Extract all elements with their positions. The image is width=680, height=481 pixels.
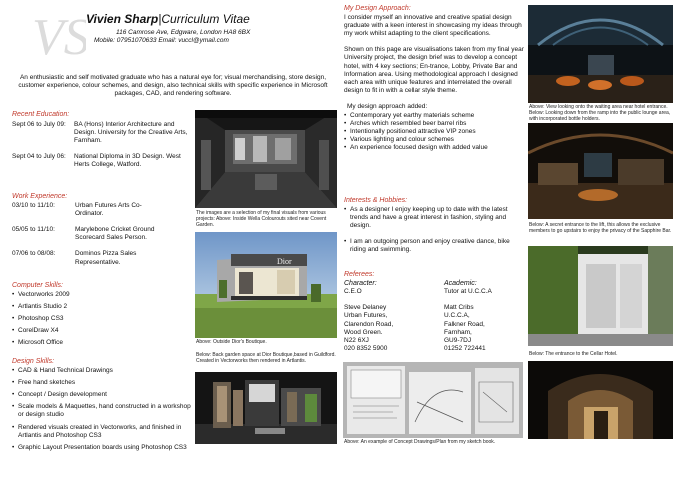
computer-skills-list — [12, 291, 197, 348]
intro-paragraph: An enthusiastic and self motivated graduate who has a natural eye for; visual merchandising, store design, customer experience, colour schemes, and design, also technical skills with specific experience in Microsoft packages, CAD, and rendering software. — [18, 74, 328, 98]
referee-line: N22 6XJ — [344, 337, 369, 345]
education-text: National Diploma in 3D Design. West Herts College, Watford. — [74, 153, 181, 169]
header-name: Vivien Sharp — [86, 12, 159, 26]
referee-line: Farnham, — [444, 328, 472, 336]
interests-list — [344, 206, 520, 255]
header-address: 116 Camrose Ave, Edgware, London HA8 6BX — [116, 29, 251, 36]
list-item: • Various lighting and colour schemes — [344, 136, 526, 144]
hotel-lounge-image — [528, 123, 673, 219]
list-item: • Rendered visuals created in Vectorworks, and finished in Artlantis and Photoshop CS3 — [12, 424, 192, 440]
list-item: • Free hand sketches — [12, 379, 192, 387]
header-doc-title: Curriculum Vitae — [161, 12, 250, 26]
list-item: • Artlantis Studio 2 — [12, 303, 197, 311]
experience-text: Dominos Pizza Sales Representative. — [75, 250, 137, 266]
experience-section — [12, 193, 197, 267]
referee-line: 020 8352 5900 — [344, 345, 388, 353]
list-item: • Concept / Design development — [12, 391, 192, 399]
education-dates: Sept 04 to July 06: — [12, 153, 66, 161]
referee-character-label: Character: — [344, 279, 377, 287]
referee-name: Matt Cribs — [444, 304, 474, 312]
experience-item — [12, 202, 197, 218]
experience-dates: 05/05 to 11/10: — [12, 225, 55, 233]
referee-academic-label: Academic: — [444, 279, 477, 287]
list-item: • Arches which resembled beer barrel ribs — [344, 120, 526, 128]
list-item: • Photoshop CS3 — [12, 315, 197, 323]
computer-skills-section — [12, 282, 197, 348]
design-approach-section — [344, 5, 526, 153]
list-item: • Microsoft Office — [12, 339, 197, 347]
referee-type: C.E.O — [344, 288, 362, 295]
caption-waiting-area: Above: View looking onto the waiting area near hotel entrance. Below: Looking down from the ramp into the public lounge area, with incorporated bottle holders. — [529, 104, 671, 122]
list-item: • An experience focused design with added value — [344, 144, 526, 152]
header — [86, 12, 326, 45]
page-title — [86, 12, 326, 26]
design-skills-heading: Design Skills: — [12, 358, 55, 365]
education-section — [12, 111, 197, 170]
dior-exterior-image — [195, 232, 337, 338]
experience-text: Marylebone Cricket Ground Scorecard Sales Person. — [75, 225, 155, 242]
list-item: • Contemporary yet earthy materials scheme — [344, 112, 526, 120]
header-contact: Mobile: 07951070633 Email: vuccl@ymail.com — [94, 37, 229, 45]
caption-cellar-entrance: Below: The entrance to the Cellar Hotel. — [529, 351, 672, 357]
referee-type: Tutor at U.C.C.A — [444, 288, 492, 295]
experience-item — [12, 226, 197, 242]
title-separator: | — [158, 12, 162, 26]
design-skills-section — [12, 358, 192, 452]
caption-dior-outside: Above: Outside Dior's Boutique. — [196, 339, 336, 345]
referees-heading: Referees: — [344, 271, 375, 278]
design-approach-heading: My Design Approach: — [344, 5, 411, 12]
experience-heading: Work Experience: — [12, 193, 68, 200]
referee-line: Clarendon Road, — [344, 320, 394, 328]
computer-skills-heading: Computer Skills: — [12, 282, 63, 289]
caption-secret-entrance: Below: A secret entrance to the lift, this allows the exclusive members to go upstairs to enjoy the privacy of the Sapphire Bar. — [529, 222, 672, 234]
approach-paragraph-1: I consider myself an innovative and creative spatial design graduate with a keen interest in showcasing my ideas through my work whilst adapting to the client specifications. — [344, 13, 522, 37]
cellar-entrance-image — [528, 361, 673, 439]
education-item — [12, 153, 197, 169]
caption-dior-garden: Below: Back garden space at Dior Boutique,based in Guildford. Created in Vectorworks then rendered in Artlantis. — [196, 352, 336, 364]
referee-line: 01252 722441 — [444, 345, 486, 353]
hotel-waiting-area-image — [528, 5, 673, 103]
concept-sketch-image — [343, 362, 523, 438]
list-item: • Graphic Layout Presentation boards using Photoshop CS3 — [12, 444, 192, 452]
referee-character — [344, 280, 444, 354]
caption-wella: The images are a selection of my final visuals from various projects: Above: Inside Wella Colourouts sited near Covent Garden. — [196, 210, 336, 228]
referee-line: Falkner Road, — [444, 320, 485, 328]
education-item — [12, 121, 197, 146]
referees-section — [344, 271, 524, 353]
list-item: • Intentionally positioned attractive VIP zones — [344, 128, 526, 136]
hotel-lift-image — [528, 246, 673, 346]
referee-academic — [444, 280, 524, 354]
referee-line: GU9-7DJ — [444, 337, 472, 345]
wella-interior-image — [195, 110, 337, 208]
approach-list — [344, 112, 526, 153]
list-item: • CorelDraw X4 — [12, 327, 197, 335]
approach-list-heading: My design approach added: — [347, 103, 428, 111]
education-text: BA (Hons) Interior Architecture and Design. University for the Creative Arts, Farnham. — [74, 120, 188, 144]
list-item: • CAD & Hand Technical Drawings — [12, 367, 192, 375]
referee-line: Urban Futures, — [344, 312, 388, 320]
list-item: • Scale models & Maquettes, hand constructed in a workshop or design studio — [12, 403, 192, 419]
referee-line: Wood Green. — [344, 328, 383, 336]
design-skills-list — [12, 367, 192, 453]
experience-dates: 03/10 to 11/10: — [12, 201, 55, 209]
education-heading: Recent Education: — [12, 111, 70, 118]
education-dates: Sept 06 to July 09: — [12, 120, 66, 128]
list-item: • I am an outgoing person and enjoy creative dance, bike riding and swimming. — [344, 238, 520, 254]
svg-text:Dior: Dior — [277, 257, 292, 266]
list-item: • As a designer I enjoy keeping up to date with the latest trends and have a great interest in fashion, styling and design. — [344, 206, 520, 231]
caption-sketch: Above: An example of Concept Drawings/Plan from my sketch book. — [344, 439, 524, 445]
dior-garden-image — [195, 372, 337, 444]
interests-heading: Interests & Hobbies: — [344, 197, 408, 204]
experience-item — [12, 250, 197, 266]
approach-paragraph-2: Shown on this page are visualisations taken from my final year University project, the design brief was to develop a concept hotel, with 4 key sections; En-trance, Lobby, Private Bar and Information area. Using methodological approach I designed each area with unique features and interrelated the overall design to fit in with a cellar style theme. — [344, 46, 524, 95]
referees-columns — [344, 280, 524, 354]
svg-text:VS: VS — [32, 9, 86, 64]
list-item: • Vectorworks 2009 — [12, 291, 197, 299]
experience-text: Urban Futures Arts Co-Ordinator. — [75, 201, 142, 217]
vs-logo — [30, 6, 86, 64]
interests-section — [344, 197, 520, 255]
referee-line: U.C.C.A, — [444, 312, 470, 320]
experience-dates: 07/06 to 08/08: — [12, 250, 56, 258]
referee-name: Steve Delaney — [344, 304, 387, 312]
